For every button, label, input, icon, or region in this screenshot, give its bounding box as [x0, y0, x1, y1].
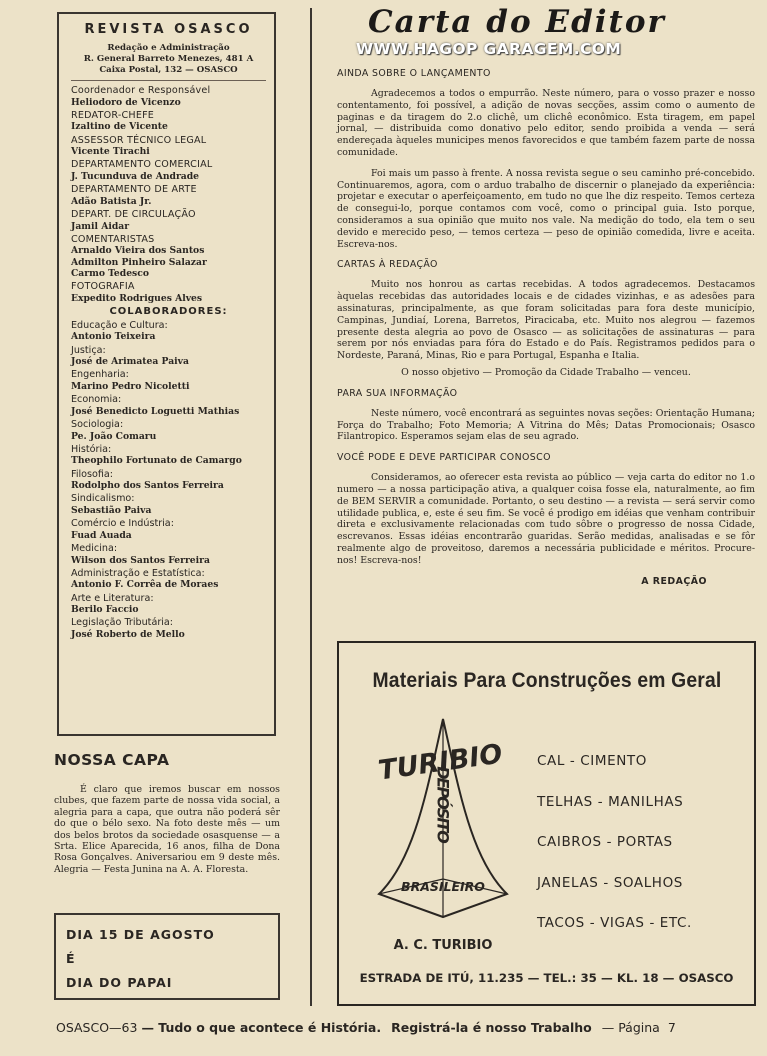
credit-role: Economia:	[71, 394, 122, 406]
credit-name: Izaltino de Vicente	[71, 121, 168, 133]
fathers-day-line: DIA DO PAPAI	[66, 975, 173, 990]
credit-name: Adão Batista Jr.	[71, 195, 152, 207]
footer-issue: OSASCO—63	[56, 1020, 138, 1035]
section-heading: PARA SUA INFORMAÇÃO	[337, 387, 458, 399]
credit-role: Arte e Literatura:	[71, 592, 154, 604]
credit-role: Engenharia:	[71, 369, 129, 381]
credit-entry	[71, 394, 266, 417]
credit-entry	[71, 345, 266, 368]
credit-entry	[71, 469, 266, 492]
credit-name: Fuad Auada	[71, 529, 132, 541]
credit-name: J. Tucunduva de Andrade	[71, 170, 200, 182]
address-line: Caixa Postal, 132 — OSASCO	[99, 65, 238, 75]
credit-name: Antonio Teixeira	[71, 331, 156, 343]
credit-role: DEPARTAMENTO COMERCIAL	[71, 159, 213, 171]
credit-role: Administração e Estatística:	[71, 567, 205, 579]
paragraph: Muito nos honrou as cartas recebidas. A todos agradecemos. Destacamos àquelas recebidas das autoridades locais e de cidades vizinhas, e as adesões para assinaturas, principalmente, as que foram solicitadas para fora deste município, Campinas, Jundiaí, Lorena, Barretos, Piracicaba, etc. Muito nos alegrou — fazemos presente desta alegria ao povo de Osasco — as solicitações de assinaturas — para serem por nós enviadas para fóra do Estado e do País. Registramos pedidos para o Nordeste, Paraná, Minas, Rio e para Portugal, Espanha e Italia.	[337, 279, 755, 362]
credit-role: REDATOR-CHEFE	[71, 109, 155, 121]
credit-name: Antonio F. Corrêa de Moraes	[71, 579, 219, 591]
footer-motto-2: Registrá-la é nosso Trabalho	[391, 1020, 592, 1035]
logo-band-text: BRASILEIRO	[401, 879, 485, 894]
credit-name: Arnaldo Vieira dos Santos	[71, 245, 205, 257]
page-footer	[56, 1020, 756, 1035]
credit-entry	[71, 444, 266, 467]
fathers-day-line: É	[66, 951, 76, 966]
credit-role: Coordenador e Responsável	[71, 85, 211, 96]
credit-entry	[71, 209, 266, 232]
credit-role: Sociologia:	[71, 418, 124, 430]
credit-name: Vicente Tirachi	[71, 146, 150, 158]
credit-entry	[71, 568, 266, 591]
product-item: JANELAS - SOALHOS	[537, 874, 683, 891]
credit-name: Heliodoro de Vicenzo	[71, 96, 181, 108]
section-lancamento	[337, 68, 755, 250]
credit-entry	[71, 518, 266, 541]
fathers-day-box	[54, 913, 280, 1000]
credit-entry	[71, 320, 266, 343]
magazine-title: REVISTA OSASCO	[84, 22, 253, 37]
credit-role: DEPART. DE CIRCULAÇÃO	[71, 208, 196, 220]
credit-name: José de Arimatea Paiva	[71, 356, 189, 368]
footer-motto: — Tudo o que acontece é História.	[141, 1020, 382, 1035]
credit-role: Educação e Cultura:	[71, 319, 168, 331]
credit-entry	[71, 159, 266, 182]
credit-role: Medicina:	[71, 542, 118, 554]
credit-name: Admilton Pinheiro Salazar	[71, 256, 207, 268]
logo-top-text: TURIBIO	[376, 738, 505, 787]
fathers-day-line: DIA 15 DE AGOSTO	[66, 927, 215, 942]
product-item: TELHAS - MANILHAS	[537, 793, 684, 810]
credit-entry	[71, 281, 266, 304]
credit-role: COMENTARISTAS	[71, 233, 155, 245]
section-informacao	[337, 388, 755, 443]
credit-entry	[71, 135, 266, 158]
turibio-logo	[357, 709, 527, 959]
nossa-capa-title: NOSSA CAPA	[54, 751, 170, 769]
ad-headline: Materiais Para Construções em Geral	[372, 669, 722, 692]
credit-name: Marino Pedro Nicoletti	[71, 380, 190, 392]
credit-name: Pe. João Comaru	[71, 430, 157, 442]
address-line: Redação e Administração	[107, 43, 230, 53]
footer-page-label: — Página	[601, 1020, 660, 1035]
credit-role: Sindicalismo:	[71, 493, 135, 505]
logo-vertical-text: DEPÓSITO	[433, 766, 453, 842]
product-list	[537, 741, 692, 944]
masthead-box	[57, 12, 276, 736]
turibio-advertisement	[337, 641, 756, 1006]
credit-entry	[71, 184, 266, 207]
colaboradores-heading: COLABORADORES:	[109, 305, 228, 317]
paragraph: Neste número, você encontrará as seguintes novas seções: Orientação Humana; Força do Trabalho; Foto Memoria; A Vitrina do Mês; Datas Promocionais; Osasco Filantropico. Esperamos sejam elas de seu agrado.	[337, 407, 755, 443]
credit-role: Justiça:	[71, 344, 106, 356]
credit-name: Jamil Aidar	[71, 220, 130, 232]
section-heading: AINDA SOBRE O LANÇAMENTO	[337, 68, 491, 79]
paragraph: Agradecemos a todos o empurrão. Neste número, para o vosso prazer e nosso contentamento, foi possível, a adição de novas secções, assim como o aumento de paginas e da tiragem do 2.o clichê, um clichê econômico. Esta tiragem, em papel jornal, — distribuida como donativo pelo editor, sendo proibida a venda — será endereçada àqueles municipes menos favorecidos e que também fazem parte de nossa comunidade.	[337, 88, 755, 158]
editor-letter-title: Carta do Editor	[368, 4, 666, 40]
paragraph: Consideramos, ao oferecer esta revista ao público — veja carta do editor no 1.o numero — a nossa participação ativa, a qualquer coisa fosse ela, naturalmente, ao fim de BEM SERVIR a comunidade. Portanto, o seu destino — a revista — será servir como utilidade publica, e, este é seu fim. Se você é prodigo em idéias que venham contribuir direta e exclusivamente relacionadas com tudo sôbre o progresso de nossa Cidade, escrevanos. Essas idéias encontrarão guaridas. Serão medidas, analisadas e se fôr realmente algo de proveitoso, daremos a necessária publicidade e méritos. Procure-nos! Escreva-nos!	[337, 472, 755, 566]
credit-name: José Roberto de Mello	[71, 628, 185, 640]
product-item: CAL - CIMENTO	[537, 753, 647, 769]
credit-role: FOTOGRAFIA	[71, 280, 135, 292]
signature: A REDAÇÃO	[641, 575, 707, 587]
paragraph: Foi mais um passo à frente. A nossa revista segue o seu caminho pré-concebido. Continuaremos, agora, com o arduo trabalho de discernir o planejado da experiência: projetar e executar o aperfeiçoamento, em tudo no que lhe diz respeito. Temos certeza de consegui-lo, porque contamos com você, como o principal guia. Isto porque, consideramos a sua opinião que muito nos vale. Na medição do todo, ela tem o seu devido e merecido peso, — temos certeza — peso de opinião comedida, livre e aceita. Escreva-nos.	[337, 167, 755, 250]
section-heading: VOCÊ PODE E DEVE PARTICIPAR CONOSCO	[337, 452, 551, 464]
page-number: 7	[667, 1020, 676, 1035]
credit-entry	[71, 593, 266, 616]
logo-bottom-text: A. C. TURIBIO	[393, 938, 493, 953]
credit-role: DEPARTAMENTO DE ARTE	[71, 184, 197, 196]
product-item: TACOS - VIGAS - ETC.	[537, 915, 692, 931]
staff-list	[71, 85, 266, 304]
credit-name: Carmo Tedesco	[71, 267, 149, 279]
column-divider	[310, 8, 312, 1006]
credit-name: Expedito Rodrigues Alves	[71, 292, 203, 304]
credit-role: Legislação Tributária:	[71, 617, 174, 629]
section-heading: CARTAS À REDAÇÃO	[337, 259, 438, 271]
watermark-text: WWW.HAGOP GARAGEM.COM	[356, 40, 622, 58]
credit-role: Comércio e Indústria:	[71, 518, 174, 530]
credit-entry	[71, 617, 266, 640]
credit-name: Wilson dos Santos Ferreira	[71, 554, 210, 566]
credit-name: Rodolpho dos Santos Ferreira	[71, 480, 224, 492]
section-participar	[337, 452, 755, 566]
credit-entry	[71, 369, 266, 392]
credit-entry	[71, 419, 266, 442]
editor-letter-body	[337, 68, 755, 587]
credit-entry	[71, 543, 266, 566]
nossa-capa-text: É claro que iremos buscar em nossos clubes, que fazem parte de nossa vida social, a alegria para a capa, que outra não poderá sêr do que o bélo sexo. Na foto deste mês — um dos belos brotos da sociedade osasquense — a Srta. Elice Aparecida, 16 anos, filha de Dona Rosa Gonçalves. Aniversariou em 9 deste mês. Alegria — Festa Junina na A. A. Floresta.	[54, 784, 280, 875]
credit-entry	[71, 110, 266, 133]
credit-role: História:	[71, 443, 112, 455]
credit-entry	[71, 85, 266, 108]
credit-name: José Benedicto Loguetti Mathias	[71, 405, 240, 417]
ad-address: ESTRADA DE ITÚ, 11.235 — TEL.: 35 — KL. 18 — OSASCO	[359, 971, 734, 985]
product-item: CAIBROS - PORTAS	[537, 834, 673, 850]
colaboradores-list	[71, 320, 266, 640]
credit-name: Berilo Faccio	[71, 604, 139, 616]
paragraph: O nosso objetivo — Promoção da Cidade Trabalho — venceu.	[401, 366, 691, 378]
credit-role: Filosofia:	[71, 468, 114, 480]
credit-name: Theophilo Fortunato de Camargo	[71, 455, 242, 467]
credit-entry	[71, 234, 266, 279]
credit-name: Sebastião Paiva	[71, 504, 152, 516]
divider	[71, 80, 266, 81]
section-cartas	[337, 259, 755, 378]
address-line: R. General Barreto Menezes, 481 A	[83, 54, 254, 64]
credit-entry	[71, 493, 266, 516]
credit-role: ASSESSOR TÉCNICO LEGAL	[71, 134, 207, 146]
